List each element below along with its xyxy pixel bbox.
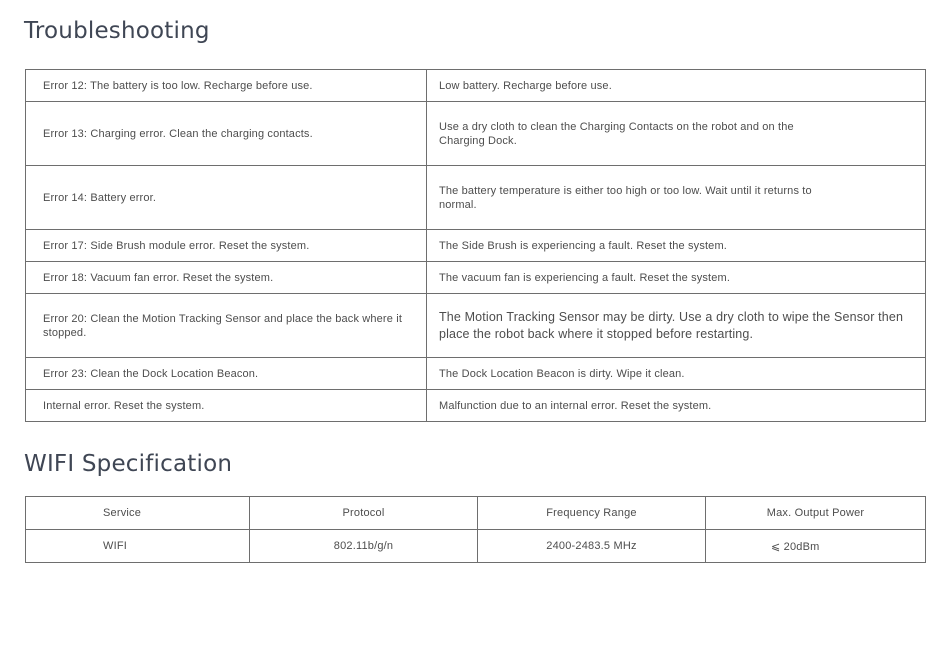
wifi-specification-table (25, 496, 926, 563)
solution-cell: The Dock Location Beacon is dirty. Wipe it clean. (427, 358, 926, 390)
table-header-row (26, 497, 926, 530)
table-row (26, 102, 926, 166)
value-max-output-power: ⩽ 20dBm (706, 530, 926, 563)
table-row (26, 70, 926, 102)
value-service: WIFI (26, 530, 250, 563)
error-cell: Error 18: Vacuum fan error. Reset the system. (26, 262, 427, 294)
header-max-output-power: Max. Output Power (706, 497, 926, 530)
table-row (26, 262, 926, 294)
error-cell: Error 14: Battery error. (26, 166, 427, 230)
solution-cell: The vacuum fan is experiencing a fault. Reset the system. (427, 262, 926, 294)
solution-cell: The Motion Tracking Sensor may be dirty. Use a dry cloth to wipe the Sensor then place the robot back where it stopped before restarting. (427, 294, 926, 358)
table-row (26, 358, 926, 390)
value-protocol: 802.11b/g/n (250, 530, 478, 563)
troubleshooting-title: Troubleshooting (24, 18, 210, 44)
error-cell: Error 17: Side Brush module error. Reset the system. (26, 230, 427, 262)
table-row (26, 166, 926, 230)
header-service: Service (26, 497, 250, 530)
table-row (26, 230, 926, 262)
header-protocol: Protocol (250, 497, 478, 530)
error-cell: Error 12: The battery is too low. Recharge before use. (26, 70, 427, 102)
solution-cell: Malfunction due to an internal error. Reset the system. (427, 390, 926, 422)
header-frequency-range: Frequency Range (478, 497, 706, 530)
error-cell: Internal error. Reset the system. (26, 390, 427, 422)
table-row (26, 294, 926, 358)
solution-cell: The Side Brush is experiencing a fault. Reset the system. (427, 230, 926, 262)
troubleshooting-table (25, 69, 926, 422)
table-row (26, 390, 926, 422)
table-row (26, 530, 926, 563)
solution-cell: The battery temperature is either too high or too low. Wait until it returns to normal. (427, 166, 926, 230)
wifi-specification-title: WIFI Specification (24, 451, 233, 477)
value-frequency-range: 2400-2483.5 MHz (478, 530, 706, 563)
solution-cell: Use a dry cloth to clean the Charging Contacts on the robot and on the Charging Dock. (427, 102, 926, 166)
error-cell: Error 13: Charging error. Clean the charging contacts. (26, 102, 427, 166)
solution-cell: Low battery. Recharge before use. (427, 70, 926, 102)
error-cell: Error 20: Clean the Motion Tracking Sensor and place the back where it stopped. (26, 294, 427, 358)
error-cell: Error 23: Clean the Dock Location Beacon. (26, 358, 427, 390)
